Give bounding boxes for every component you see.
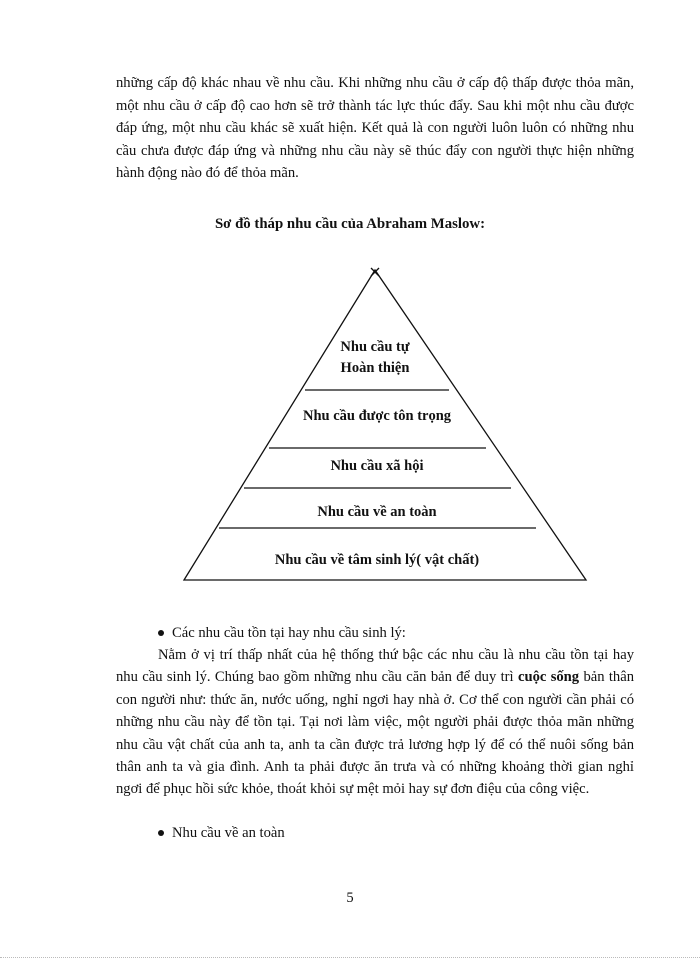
level-self-actualization-line2: Hoàn thiện: [340, 360, 410, 376]
page-number: 5: [346, 890, 354, 906]
level-social: Nhu cầu xã hội: [330, 458, 424, 474]
diagram-title: Sơ đồ tháp nhu cầu của Abraham Maslow:: [214, 216, 486, 232]
bullet-safety-text: Nhu cầu về an toàn: [172, 825, 285, 841]
body-text-part1: Nằm ở vị trí thấp nhất của hệ thống thứ bậc các nhu cầu là nhu cầu tồn tại hay nhu cầu sinh lý. Chúng bao gồm những nhu cầu căn bản để duy trì: [116, 647, 634, 686]
level-self-actualization: [300, 337, 450, 379]
footer-divider: [0, 957, 700, 958]
bullet-physiological: [158, 622, 406, 644]
level-self-actualization-line1: Nhu cầu tự: [340, 339, 410, 355]
bullet-safety: [158, 822, 285, 844]
body-text-part2: bản thân con người như: thức ăn, nước uống, nghỉ ngơi hay nhà ở. Cơ thể con người cần phải có những nhu cầu này để tồn tại. Tại nơi làm việc, một người phải được thỏa mãn những nhu cầu vật chất của anh ta, anh ta cần được trả lương hợp lý để có thể nuôi sống bản thân anh ta và gia đình. Anh ta phải được ăn trưa và có những khoảng thời gian nghỉ ngơi để phục hồi sức khỏe, thoát khỏi sự mệt mỏi hay sự đơn điệu của công việc.: [116, 669, 635, 798]
level-safety: Nhu cầu về an toàn: [317, 504, 437, 520]
level-physiological: Nhu cầu về tâm sinh lý( vật chất): [274, 552, 480, 568]
intro-paragraph: những cấp độ khác nhau về nhu cầu. Khi những nhu cầu ở cấp độ thấp được thỏa mãn, một nhu cầu ở cấp độ cao hơn sẽ trở thành tác lực thúc đẩy. Sau khi một nhu cầu được đáp ứng, một nhu cầu khác sẽ xuất hiện. Kết quả là con người luôn luôn có những nhu cầu chưa được đáp ứng và những nhu cầu này sẽ thúc đẩy con người thực hiện những hành động nào đó để thỏa mãn.: [116, 75, 634, 181]
body-emphasis: cuộc sống: [517, 669, 580, 686]
bullet-dot: [158, 630, 164, 636]
physiological-paragraph: [116, 644, 634, 801]
level-esteem: Nhu cầu được tôn trọng: [302, 408, 452, 424]
bullet-physiological-text: Các nhu cầu tồn tại hay nhu cầu sinh lý:: [172, 625, 406, 641]
bullet-dot: [158, 830, 164, 836]
